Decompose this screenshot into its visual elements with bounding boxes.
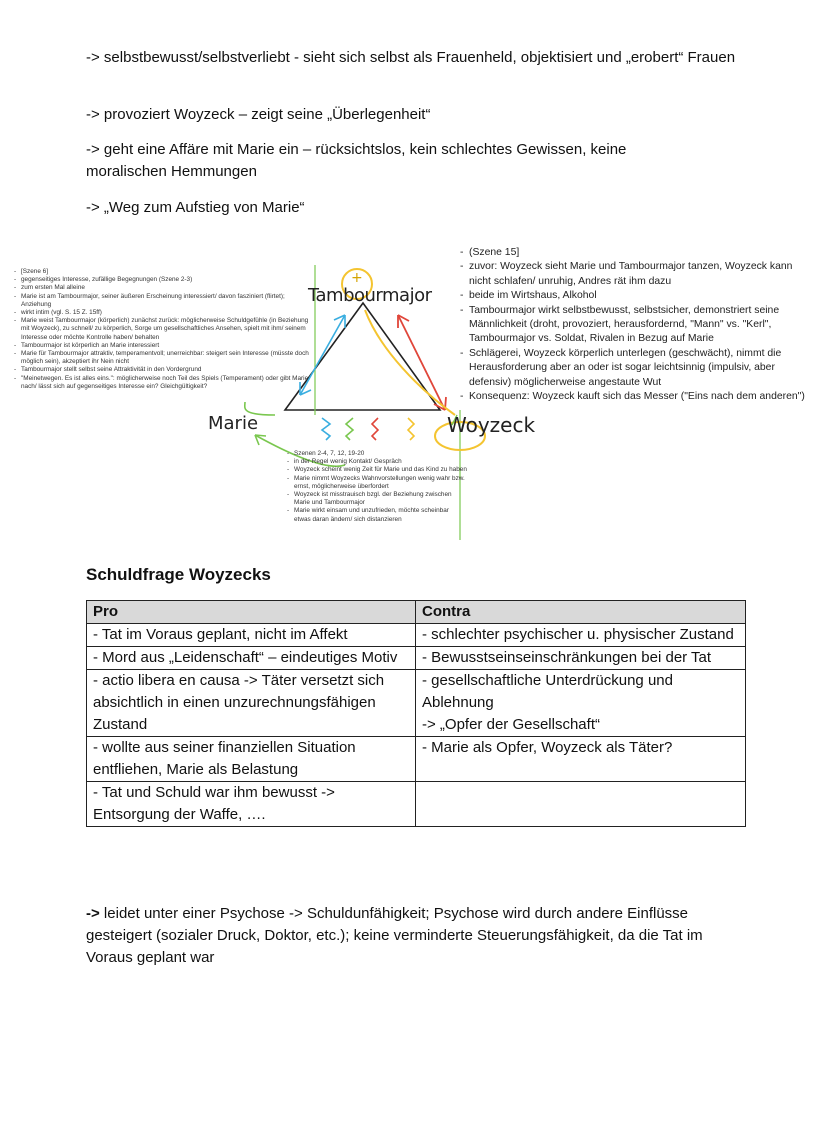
squiggle-yellow [408, 418, 414, 440]
list-item: - Tambourmajor ist körperlich an Marie interessiert [14, 342, 314, 350]
cell-pro: - wollte aus seiner finanziellen Situation entfliehen, Marie als Belastung [87, 737, 416, 782]
section-title: Schuldfrage Woyzecks [86, 565, 271, 584]
right-notes [460, 246, 810, 404]
intro-paragraph-3: -> geht eine Affäre mit Marie ein – rücksichtslos, kein schlechtes Gewissen, keine moralischen Hemmungen [86, 141, 627, 180]
list-item: - Tambourmajor wirkt selbstbewusst, selbstsicher, demonstriert seine Männlichkeit (droht, provoziert, herausfordernd, "Mann" vs. "Kerl", Tambourmajor vs. Soldat, Rivalen in Bezug auf Marie [460, 304, 810, 347]
list-item: - Woyzeck ist misstrauisch bzgl. der Beziehung zwischen Marie und Tambourmajor [287, 491, 467, 507]
guilt-table [86, 600, 746, 827]
header-pro: Pro [87, 601, 416, 624]
list-item: - Konsequenz: Woyzeck kauft sich das Messer ("Eins nach dem anderen") [460, 390, 810, 404]
cell-contra: - schlechter psychischer u. physischer Zustand [416, 624, 746, 647]
intro-paragraph-1: -> selbstbewusst/selbstverliebt - sieht sich selbst als Frauenheld, objektisiert und „erobert“ Frauen [86, 49, 736, 66]
list-item: - "Meinetwegen. Es ist alles eins.": möglicherweise noch Teil des Spiels (Temperament) oder gibt Marie nach/ lässt sich auf gegenseitiges Interesse ein? Gleichgültigkeit? [14, 375, 314, 391]
list-item: - gegenseitiges Interesse, zufällige Begegnungen (Szene 2-3) [14, 276, 314, 284]
list-item: - Marie ist am Tambourmajor, seiner äußeren Erscheinung interessiert/ davon fasziniert (flirtet); Anziehung [14, 293, 314, 309]
label-tambourmajor: Tambourmajor [308, 285, 432, 306]
list-item: - Schlägerei, Woyzeck körperlich unterlegen (geschwächt), nimmt die Herausforderung aber an oder ist sogar leichtsinnig (impulsiv, aber defensiv) möglicherweise angestaute Wut [460, 347, 810, 390]
conclusion-paragraph [86, 903, 746, 969]
list-item: - zuvor: Woyzeck sieht Marie und Tambourmajor tanzen, Woyzeck kann nicht schlafen/ unruhig, Andres rät ihm dazu [460, 260, 810, 289]
cell-pro: - Mord aus „Leidenschaft“ – eindeutiges Motiv [87, 647, 416, 670]
list-item: - beide im Wirtshaus, Alkohol [460, 289, 810, 303]
conclusion-text: leidet unter einer Psychose -> Schuldunfähigkeit; Psychose wird durch andere Einflüsse gesteigert (sozialer Druck, Doktor, etc.); keine verminderte Steuerungsfähigkeit, da die Tat im Voraus geplant war [86, 905, 703, 966]
list-item: - Marie nimmt Woyzecks Wahnvorstellungen wenig wahr bzw. ernst, möglicherweise überfordert [287, 475, 467, 491]
label-woyzeck: Woyzeck [447, 413, 536, 437]
list-item: - Marie wirkt einsam und unzufrieden, möchte scheinbar etwas daran ändern/ sich distanzieren [287, 507, 467, 523]
cell-pro: - Tat im Voraus geplant, nicht im Affekt [87, 624, 416, 647]
table-header-row [87, 601, 746, 624]
cell-contra: - gesellschaftliche Unterdrückung und Ablehnung -> „Opfer der Gesellschaft“ [416, 670, 746, 737]
cell-contra [416, 782, 746, 827]
header-contra: Contra [416, 601, 746, 624]
intro-paragraph-2: -> provoziert Woyzeck – zeigt seine „Überlegenheit“ [86, 106, 431, 123]
list-item: - wirkt intim (vgl. S. 15 Z. 15ff) [14, 309, 314, 317]
cell-pro: - Tat und Schuld war ihm bewusst -> Entsorgung der Waffe, …. [87, 782, 416, 827]
cell-pro: - actio libera en causa -> Täter versetzt sich absichtlich in einen unzurechnungsfähigen Zustand [87, 670, 416, 737]
left-notes [14, 268, 314, 391]
squiggle-green [346, 418, 353, 440]
list-item: - Szenen 2-4, 7, 12, 19-20 [287, 450, 467, 458]
list-item: - zum ersten Mal alleine [14, 284, 314, 292]
list-item: - [Szene 6] [14, 268, 314, 276]
label-plus: + [351, 270, 363, 286]
table-row [87, 624, 746, 647]
squiggle-red [372, 418, 378, 440]
bottom-notes [287, 450, 467, 524]
list-item: - Marie weist Tambourmajor (körperlich) zunächst zurück: möglicherweise Schuldgefühle (in Beziehung mit Woyzeck), zu schnell/ zu körperlich, Sorge um gesellschaftliches Ansehen, spielt mit ihm/ seinem Interesse oder möchte Kontrolle haben/ behalten [14, 317, 314, 342]
cell-contra: - Bewusstseinseinschränkungen bei der Tat [416, 647, 746, 670]
intro-paragraph-4: -> „Weg zum Aufstieg von Marie“ [86, 199, 305, 216]
conclusion-arrow: -> [86, 905, 100, 922]
list-item: - Woyzeck scheint wenig Zeit für Marie und das Kind zu haben [287, 466, 467, 474]
list-item: - in der Regel wenig Kontakt/ Gespräch [287, 458, 467, 466]
cell-contra: - Marie als Opfer, Woyzeck als Täter? [416, 737, 746, 782]
table-row [87, 782, 746, 827]
table-row [87, 670, 746, 737]
list-item: - Tambourmajor stellt selbst seine Attraktivität in den Vordergrund [14, 366, 314, 374]
list-item: - Marie für Tambourmajor attraktiv, temperamentvoll; unerreichbar: steigert sein Interesse (müsste doch möglich sein), akzeptiert ihr Nein nicht [14, 350, 314, 366]
table-row [87, 647, 746, 670]
list-item: - (Szene 15] [460, 246, 810, 260]
table-row [87, 737, 746, 782]
squiggle-blue [322, 418, 330, 440]
label-marie: Marie [208, 413, 259, 434]
